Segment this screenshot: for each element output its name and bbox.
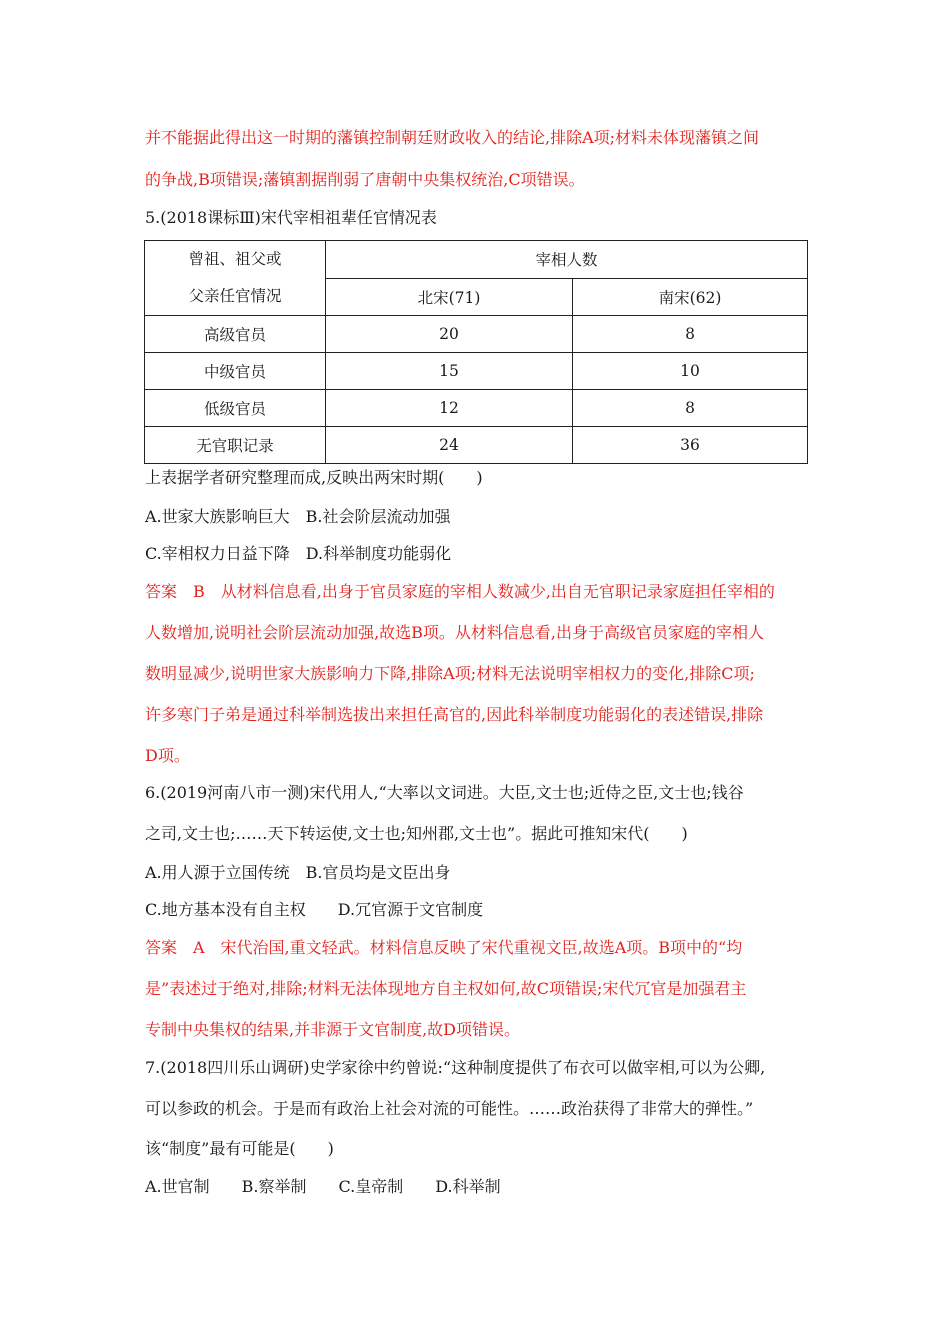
answer-text-line: 数明显减少,说明世家大族影响力下降,排除A项;材料无法说明宰相权力的变化,排除C项; [145, 664, 755, 683]
answer-text-line: 答案 A 宋代治国,重文轻武。材料信息反映了宋代重视文臣,故选A项。B项中的“均 [145, 938, 743, 957]
question-5-options-ab: A.世家大族影响巨大 B.社会阶层流动加强 [145, 507, 451, 526]
north-song-count: 12 [326, 390, 573, 427]
south-song-count: 8 [573, 316, 808, 353]
question-5-stem: 上表据学者研究整理而成,反映出两宋时期( ) [145, 468, 483, 487]
question-6-stem-line: 6.(2019河南八市一测)宋代用人,“大率以文词进。大臣,文士也;近侍之臣,文士也;钱谷 [145, 783, 744, 802]
table-row [145, 427, 808, 464]
header-left-line2: 父亲任官情况 [188, 287, 282, 305]
north-song-count: 20 [326, 316, 573, 353]
answer-text-line: 的争战,B项错误;藩镇割据削弱了唐朝中央集权统治,C项错误。 [145, 170, 585, 189]
row-label: 无官职记录 [145, 427, 326, 464]
question-6-options-ab: A.用人源于立国传统 B.官员均是文臣出身 [145, 863, 451, 882]
answer-text-line: 人数增加,说明社会阶层流动加强,故选B项。从材料信息看,出身于高级官员家庭的宰相人 [145, 623, 765, 642]
question-7-stem-line: 该“制度”最有可能是( ) [145, 1139, 334, 1158]
north-song-count: 24 [326, 427, 573, 464]
question-7-stem-line: 7.(2018四川乐山调研)史学家徐中约曾说:“这种制度提供了布衣可以做宰相,可以为公卿, [145, 1058, 766, 1077]
row-label: 高级官员 [145, 316, 326, 353]
table-row [145, 316, 808, 353]
row-label: 中级官员 [145, 353, 326, 390]
south-song-count: 36 [573, 427, 808, 464]
question-7-options: A.世官制 B.察举制 C.皇帝制 D.科举制 [145, 1177, 501, 1196]
question-5-options-cd: C.宰相权力日益下降 D.科举制度功能弱化 [145, 544, 452, 563]
answer-text-line: 专制中央集权的结果,并非源于文官制度,故D项错误。 [145, 1020, 521, 1039]
header-left-line1: 曾祖、祖父或 [188, 250, 282, 268]
question-5-title: 5.(2018课标Ⅲ)宋代宰相祖辈任官情况表 [145, 208, 437, 227]
south-song-count: 10 [573, 353, 808, 390]
table-header-south-song: 南宋(62) [573, 278, 808, 316]
answer-text-line: 许多寒门子弟是通过科举制选拔出来担任高官的,因此科举制度功能弱化的表述错误,排除 [145, 705, 764, 724]
table-row [145, 353, 808, 390]
north-song-count: 15 [326, 353, 573, 390]
question-6-options-cd: C.地方基本没有自主权 D.冗官源于文官制度 [145, 900, 484, 919]
table-row [145, 390, 808, 427]
south-song-count: 8 [573, 390, 808, 427]
table-header-top: 宰相人数 [326, 241, 808, 279]
answer-text-line: 并不能据此得出这一时期的藩镇控制朝廷财政收入的结论,排除A项;材料未体现藩镇之间 [145, 128, 760, 147]
official-background-table [144, 240, 808, 464]
row-label: 低级官员 [145, 390, 326, 427]
table-header-north-song: 北宋(71) [326, 278, 573, 316]
answer-text-line: 是”表述过于绝对,排除;材料无法体现地方自主权如何,故C项错误;宋代冗官是加强君主 [145, 979, 747, 998]
question-7-stem-line: 可以参政的机会。于是而有政治上社会对流的可能性。……政治获得了非常大的弹性。” [145, 1099, 754, 1118]
table-header-left [145, 241, 326, 316]
answer-text-line: 答案 B 从材料信息看,出身于官员家庭的宰相人数减少,出自无官职记录家庭担任宰相的 [145, 582, 775, 601]
question-6-stem-line: 之司,文士也;……天下转运使,文士也;知州郡,文士也”。据此可推知宋代( ) [145, 824, 688, 843]
answer-text-line: D项。 [145, 746, 190, 765]
